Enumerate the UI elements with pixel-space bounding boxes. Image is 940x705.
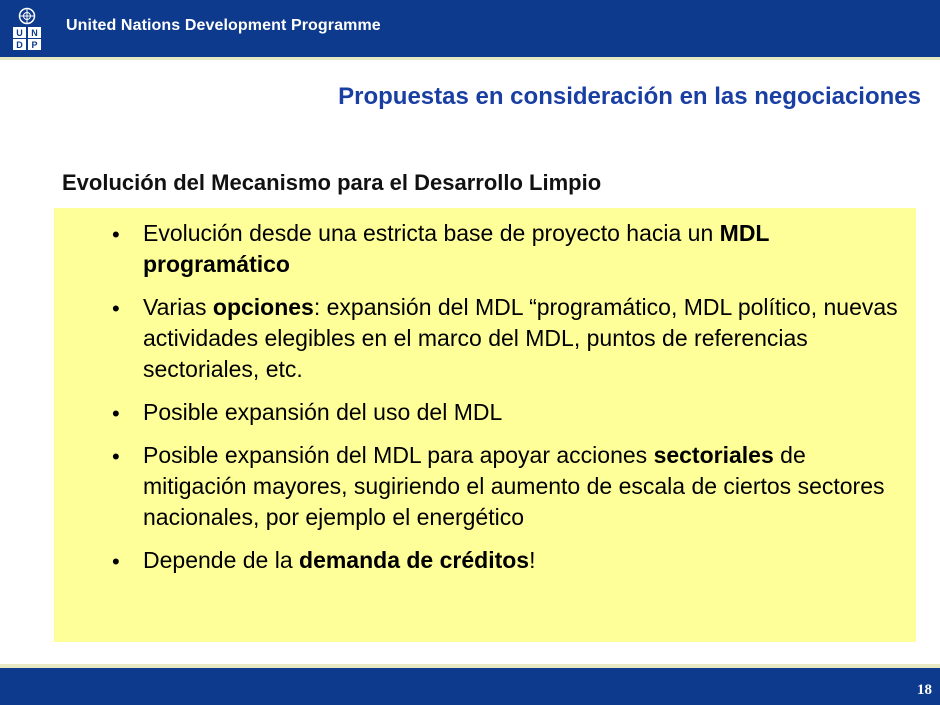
bullet-list [54, 218, 916, 588]
logo-letter-n: N [31, 28, 38, 38]
bullet-item [54, 218, 916, 280]
bullet-emphasis-text: MDL programático [143, 220, 770, 277]
bullet-emphasis-text: opciones [212, 294, 314, 320]
bullet-dot: • [112, 296, 120, 321]
bullet-emphasis-text: demanda de créditos [299, 547, 530, 573]
logo-letter-u: U [16, 28, 23, 38]
bullet-text: Posible expansión del uso del MDL [143, 399, 503, 425]
header-accent-line [0, 57, 940, 60]
footer-bar [0, 668, 940, 705]
bullet-item [54, 292, 916, 385]
bullet-emphasis-text: sectoriales [653, 442, 774, 468]
bullet-item [54, 397, 916, 428]
undp-logo-icon [10, 7, 44, 51]
page-number: 18 [917, 682, 932, 698]
header-bar [0, 0, 940, 57]
bullet-text: de mitigación mayores, sugiriendo el aumento de escala de ciertos sectores nacionales, por ejemplo el energético [143, 442, 885, 530]
bullet-text: : expansión del MDL “programático, MDL político, nuevas actividades elegibles en el marco del MDL, puntos de referencias sectoriales, etc. [143, 294, 898, 382]
logo-letter-d: D [16, 40, 23, 50]
bullet-dot: • [112, 549, 120, 574]
content-box [54, 208, 916, 642]
bullet-text: Varias [143, 294, 213, 320]
bullet-text: Posible expansión del MDL para apoyar acciones [143, 442, 654, 468]
bullet-text: ! [529, 547, 536, 573]
bullet-dot: • [112, 222, 120, 247]
slide-subtitle: Evolución del Mecanismo para el Desarrollo Limpio [62, 170, 602, 195]
bullet-dot: • [112, 444, 120, 469]
bullet-text: Depende de la [143, 547, 300, 573]
bullet-text: Evolución desde una estricta base de proyecto hacia un [143, 220, 720, 246]
slide-title: Propuestas en consideración en las negociaciones [338, 83, 921, 110]
organization-name: United Nations Development Programme [66, 17, 381, 34]
bullet-item [54, 440, 916, 533]
logo-letter-p: P [31, 40, 38, 50]
bullet-item [54, 545, 916, 576]
bullet-dot: • [112, 401, 120, 426]
